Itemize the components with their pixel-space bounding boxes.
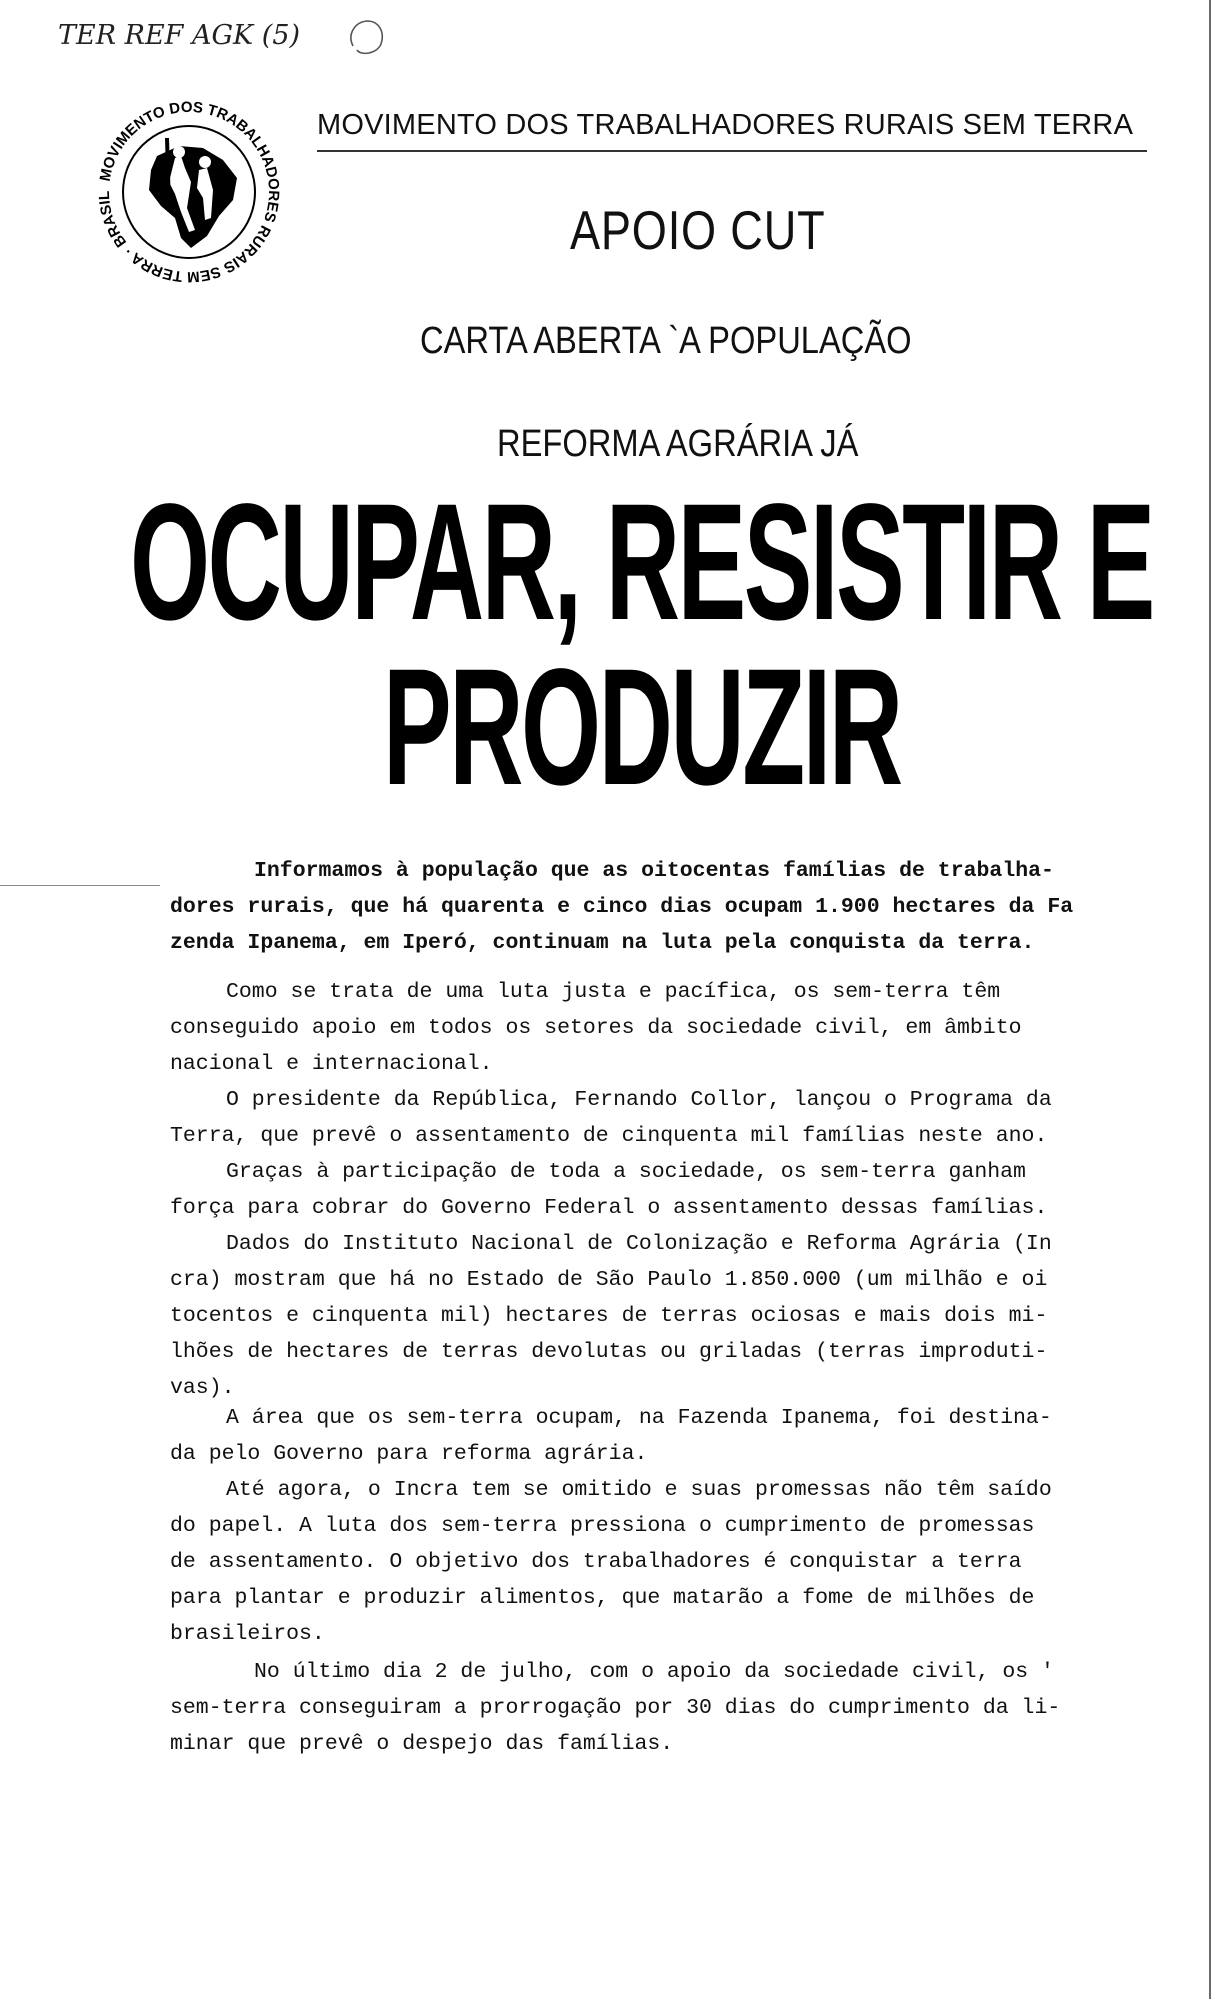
text-line: força para cobrar do Governo Federal o assentamento dessas famílias. [170,1196,1048,1220]
support-title: APOIO CUT [570,199,826,261]
text-line: do papel. A luta dos sem-terra pressiona o cumprimento de promessas [170,1514,1035,1538]
headline-line-2: PRODUZIR [383,635,901,820]
text-line: tocentos e cinquenta mil) hectares de terras ociosas e mais dois mi- [170,1304,1048,1328]
paragraph-5 [170,1226,1160,1406]
text-line: da pelo Governo para reforma agrária. [170,1442,648,1466]
text-line: No último dia 2 de julho, com o apoio da sociedade civil, os ' [254,1660,1054,1684]
text-line: Como se trata de uma luta justa e pacífica, os sem-terra têm [226,980,1001,1004]
text-line: conseguido apoio em todos os setores da sociedade civil, em âmbito [170,1016,1022,1040]
scan-edge [1209,0,1211,1999]
mst-logo [95,98,283,286]
text-line: brasileiros. [170,1622,325,1646]
text-line: lhões de hectares de terras devolutas ou griladas (terras improduti- [170,1340,1048,1364]
organization-name: MOVIMENTO DOS TRABALHADORES RURAIS SEM TERRA [317,109,1134,141]
text-line: O presidente da República, Fernando Collor, lançou o Programa da [226,1088,1052,1112]
paragraph-7 [170,1472,1160,1652]
text-line: de assentamento. O objetivo dos trabalhadores é conquistar a terra [170,1550,1022,1574]
text-line: vas). [170,1376,235,1400]
paragraph-8 [170,1654,1160,1762]
text-line: zenda Ipanema, em Iperó, continuam na luta pela conquista da terra. [170,931,1035,955]
text-line: Graças à participação de toda a sociedade, os sem-terra ganham [226,1160,1026,1184]
text-line: dores rurais, que há quarenta e cinco dias ocupam 1.900 hectares da Fa [170,895,1074,919]
organization-underline [317,150,1147,152]
text-line: A área que os sem-terra ocupam, na Fazenda Ipanema, foi destina- [226,1406,1052,1430]
scan-artifact [0,885,160,886]
text-line: para plantar e produzir alimentos, que matarão a fome de milhões de [170,1586,1035,1610]
logo-lettering: MOVIMENTO DOS TRABALHADORES RURAIS SEM TERRA · BRASIL [95,98,283,286]
paragraph-2 [170,974,1160,1082]
handwritten-note: TER REF AGK (5) [58,20,301,51]
text-line: Informamos à população que as oitocentas famílias de trabalha- [254,859,1054,883]
text-line: sem-terra conseguiram a prorrogação por 30 dias do cumprimento da li- [170,1696,1061,1720]
letter-subtitle: CARTA ABERTA `A POPULAÇÃO [420,320,912,362]
text-line: Até agora, o Incra tem se omitido e suas promessas não têm saído [226,1478,1052,1502]
paragraph-3 [170,1082,1160,1154]
paragraph-6 [170,1400,1160,1472]
headline-line-1: OCUPAR, RESISTIR E [130,470,1153,655]
text-line: cra) mostram que há no Estado de São Paulo 1.850.000 (um milhão e oi [170,1268,1048,1292]
handwritten-mark [345,16,389,60]
text-line: minar que prevê o despejo das famílias. [170,1732,674,1756]
text-line: Dados do Instituto Nacional de Colonização e Reforma Agrária (In [226,1232,1052,1256]
slogan: REFORMA AGRÁRIA JÁ [497,423,859,465]
paragraph-1 [170,853,1160,961]
text-line: nacional e internacional. [170,1052,493,1076]
paragraph-4 [170,1154,1160,1226]
text-line: Terra, que prevê o assentamento de cinquenta mil famílias neste ano. [170,1124,1048,1148]
